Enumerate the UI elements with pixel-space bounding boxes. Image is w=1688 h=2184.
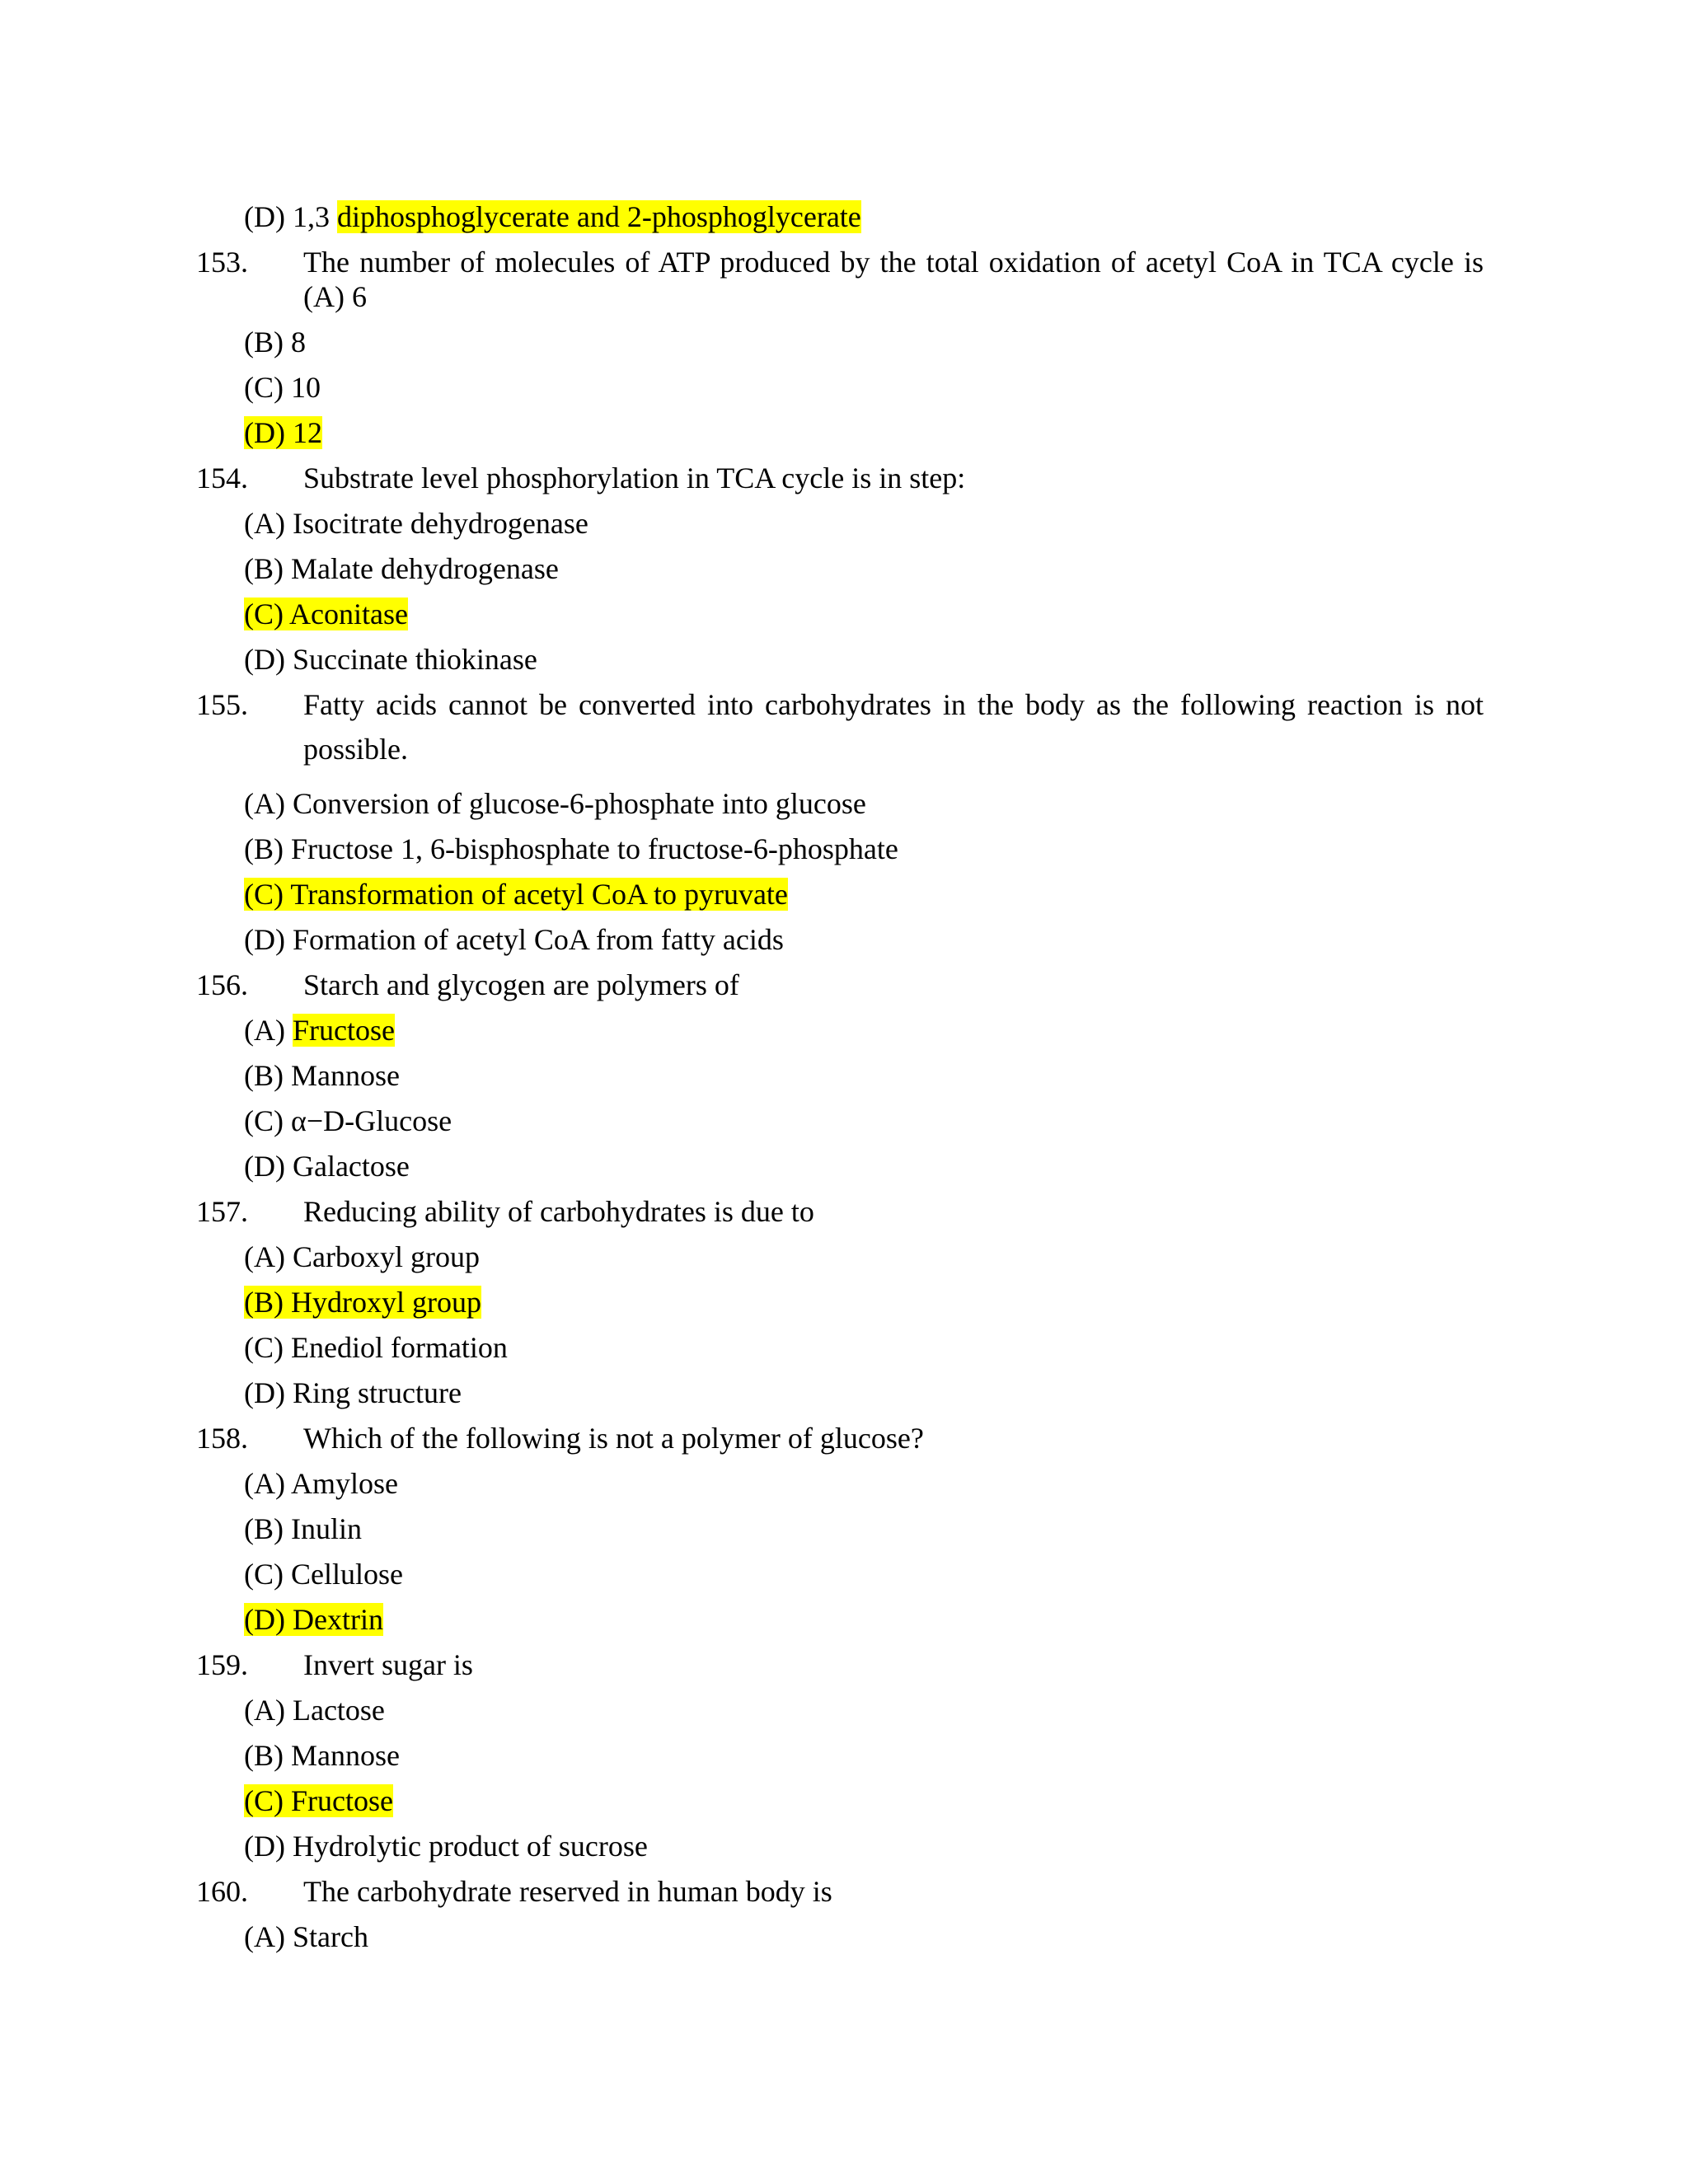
option-153-d-wrap — [244, 416, 322, 449]
option-154-c: (C) Aconitase — [244, 598, 408, 630]
question-text-155-cont: possible. — [303, 733, 409, 766]
question-number-158: 158. — [196, 1422, 248, 1455]
question-number-156: 156. — [196, 968, 248, 1001]
option-157-d: (D) Ring structure — [244, 1376, 462, 1409]
option-154-a: (A) Isocitrate dehydrogenase — [244, 507, 588, 540]
option-159-d: (D) Hydrolytic product of sucrose — [244, 1830, 648, 1863]
question-number-155: 155. — [196, 688, 248, 721]
option-153-c: (C) 10 — [244, 371, 321, 404]
question-number-154: 154. — [196, 462, 248, 494]
option-159-c-wrap — [244, 1784, 393, 1817]
question-text-160: The carbohydrate reserved in human body is — [303, 1875, 832, 1908]
option-155-a: (A) Conversion of glucose-6-phosphate into glucose — [244, 787, 866, 820]
highlighted-answer: Fructose — [292, 1014, 395, 1047]
question-number-153: 153. — [196, 246, 248, 279]
option-159-c: (C) Fructose — [244, 1784, 393, 1817]
option-159-b: (B) Mannose — [244, 1739, 400, 1772]
option-156-b: (B) Mannose — [244, 1059, 400, 1092]
option-159-a: (A) Lactose — [244, 1694, 385, 1727]
option-153-d: (D) 12 — [244, 416, 322, 449]
option-158-d: (D) Dextrin — [244, 1603, 383, 1636]
option-157-b: (B) Hydroxyl group — [244, 1286, 481, 1319]
option-155-d: (D) Formation of acetyl CoA from fatty acids — [244, 923, 784, 956]
question-text-158: Which of the following is not a polymer of glucose? — [303, 1422, 924, 1455]
highlighted-answer: diphosphoglycerate and 2-phosphoglycerate — [336, 200, 861, 233]
option-157-b-wrap — [244, 1286, 481, 1319]
option-158-c: (C) Cellulose — [244, 1558, 403, 1591]
option-156-a: (A) Fructose — [244, 1014, 395, 1047]
question-number-157: 157. — [196, 1195, 248, 1228]
option-154-d: (D) Succinate thiokinase — [244, 643, 537, 676]
option-158-a: (A) Amylose — [244, 1467, 398, 1500]
question-text-155: Fatty acids cannot be converted into carbohydrates in the body as the following reaction is not — [303, 688, 1484, 721]
option-156-d: (D) Galactose — [244, 1150, 410, 1183]
option-155-b: (B) Fructose 1, 6-bisphosphate to fructose-6-phosphate — [244, 832, 898, 865]
question-number-159: 159. — [196, 1648, 248, 1681]
option-155-c-wrap — [244, 878, 788, 911]
question-text-159: Invert sugar is — [303, 1648, 473, 1681]
question-text-154: Substrate level phosphorylation in TCA cycle is in step: — [303, 462, 966, 494]
question-number-160: 160. — [196, 1875, 248, 1908]
option-158-b: (B) Inulin — [244, 1512, 362, 1545]
option-152-d: (D) 1,3 diphosphoglycerate and 2-phosphoglycerate — [244, 200, 861, 233]
option-157-c: (C) Enediol formation — [244, 1331, 508, 1364]
option-157-a: (A) Carboxyl group — [244, 1240, 480, 1273]
option-153-a: (A) 6 — [303, 280, 367, 313]
option-153-b: (B) 8 — [244, 326, 306, 359]
question-text-156: Starch and glycogen are polymers of — [303, 968, 739, 1001]
option-154-c-wrap — [244, 598, 408, 630]
option-155-c: (C) Transformation of acetyl CoA to pyruvate — [244, 878, 788, 911]
option-156-c: (C) α−D-Glucose — [244, 1104, 452, 1137]
option-154-b: (B) Malate dehydrogenase — [244, 552, 559, 585]
question-text-157: Reducing ability of carbohydrates is due to — [303, 1195, 814, 1228]
option-158-d-wrap — [244, 1603, 383, 1636]
option-160-a: (A) Starch — [244, 1920, 368, 1953]
question-text-153: The number of molecules of ATP produced by the total oxidation of acetyl CoA in TCA cycle is — [303, 246, 1484, 279]
